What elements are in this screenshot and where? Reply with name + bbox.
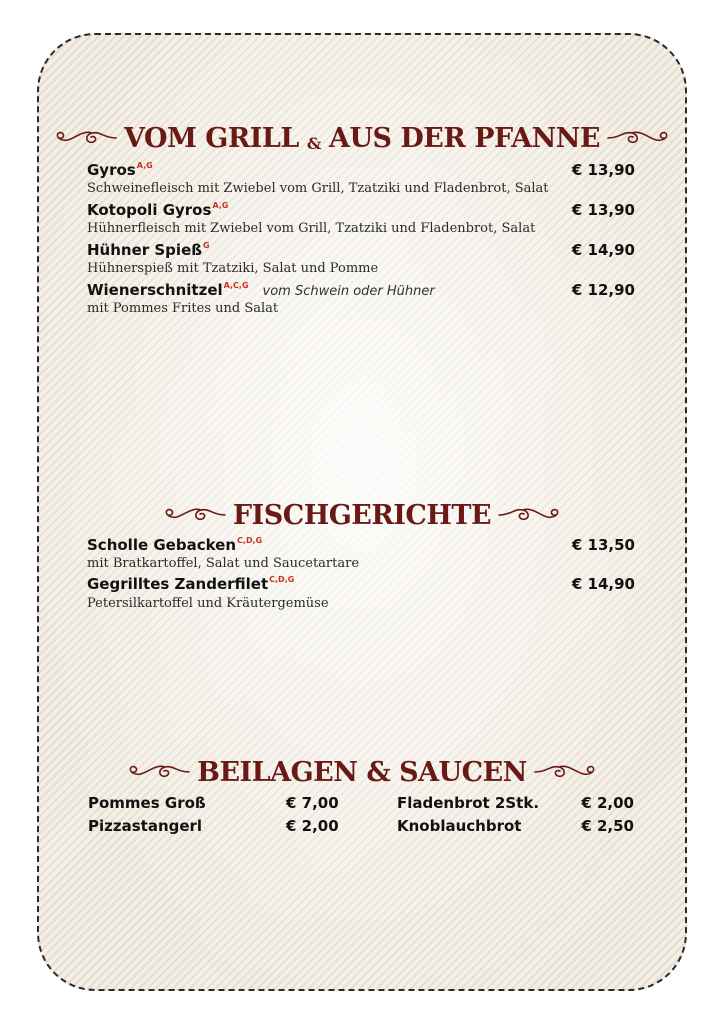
- allergen-code: C,D,G: [269, 575, 295, 584]
- menu-item-name: Wienerschnitzel$^{A,C,G}$ vom Schwein oder Hühner: [87, 281, 435, 299]
- menu-item-description: mit Bratkartoffel, Salat und Saucetartare: [87, 556, 360, 571]
- menu-item-price: € 14,90: [571, 241, 635, 259]
- side-item-name: Knoblauchbrot: [397, 817, 522, 835]
- swirl-ornament-icon: [163, 504, 227, 526]
- menu-item-description: Hühnerspieß mit Tzatziki, Salat und Pomme: [87, 261, 379, 276]
- allergen-code: G: [203, 241, 210, 250]
- menu-item-price: € 13,90: [571, 161, 635, 179]
- menu-item-name: Gyros$^{A,G}$: [87, 161, 153, 179]
- menu-item-price: € 13,90: [571, 201, 635, 219]
- side-item-name: Pommes Groß: [88, 794, 206, 812]
- menu-item-price: € 14,90: [571, 575, 635, 593]
- allergen-code: A,G: [136, 161, 153, 170]
- menu-item-name: Gegrilltes Zanderfilet$^{C,D,G}$: [87, 575, 295, 593]
- side-item-price: € 7,00: [286, 794, 339, 812]
- swirl-ornament-icon: [127, 761, 191, 783]
- swirl-ornament-icon: [54, 127, 118, 149]
- menu-item-name: Kotopoli Gyros$^{A,G}$: [87, 201, 229, 219]
- menu-item-description: Petersilkartoffel und Kräutergemüse: [87, 596, 329, 611]
- menu-item-price: € 13,50: [571, 536, 635, 554]
- allergen-code: A,C,G: [223, 281, 249, 290]
- menu-item-price: € 12,90: [571, 281, 635, 299]
- side-item-name: Pizzastangerl: [88, 817, 203, 835]
- side-item-name: Fladenbrot 2Stk.: [397, 794, 540, 812]
- allergen-code: A,G: [212, 201, 229, 210]
- allergen-code: C,D,G: [237, 536, 263, 545]
- menu-item-name: Scholle Gebacken$^{C,D,G}$: [87, 536, 263, 554]
- section-title-grill: [0, 121, 724, 155]
- menu-item-note: vom Schwein oder Hühner: [262, 284, 435, 299]
- section-title-text: VOM GRILL & AUS DER PFANNE: [123, 122, 601, 154]
- section-title-fish: [0, 498, 724, 532]
- section-title-sides: [0, 755, 724, 789]
- swirl-ornament-icon: [497, 504, 561, 526]
- section-title-text: FISCHGERICHTE: [232, 499, 492, 531]
- side-item-price: € 2,00: [286, 817, 339, 835]
- side-item-price: € 2,50: [581, 817, 634, 835]
- swirl-ornament-icon: [606, 127, 670, 149]
- menu-item-name: Hühner Spieß$^G$: [87, 241, 210, 259]
- menu-item-description: mit Pommes Frites und Salat: [87, 301, 279, 316]
- side-item-price: € 2,00: [581, 794, 634, 812]
- section-title-text: BEILAGEN & SAUCEN: [197, 756, 527, 788]
- swirl-ornament-icon: [533, 761, 597, 783]
- menu-item-description: Hühnerfleisch mit Zwiebel vom Grill, Tzatziki und Fladenbrot, Salat: [87, 221, 536, 236]
- menu-item-description: Schweinefleisch mit Zwiebel vom Grill, Tzatziki und Fladenbrot, Salat: [87, 181, 549, 196]
